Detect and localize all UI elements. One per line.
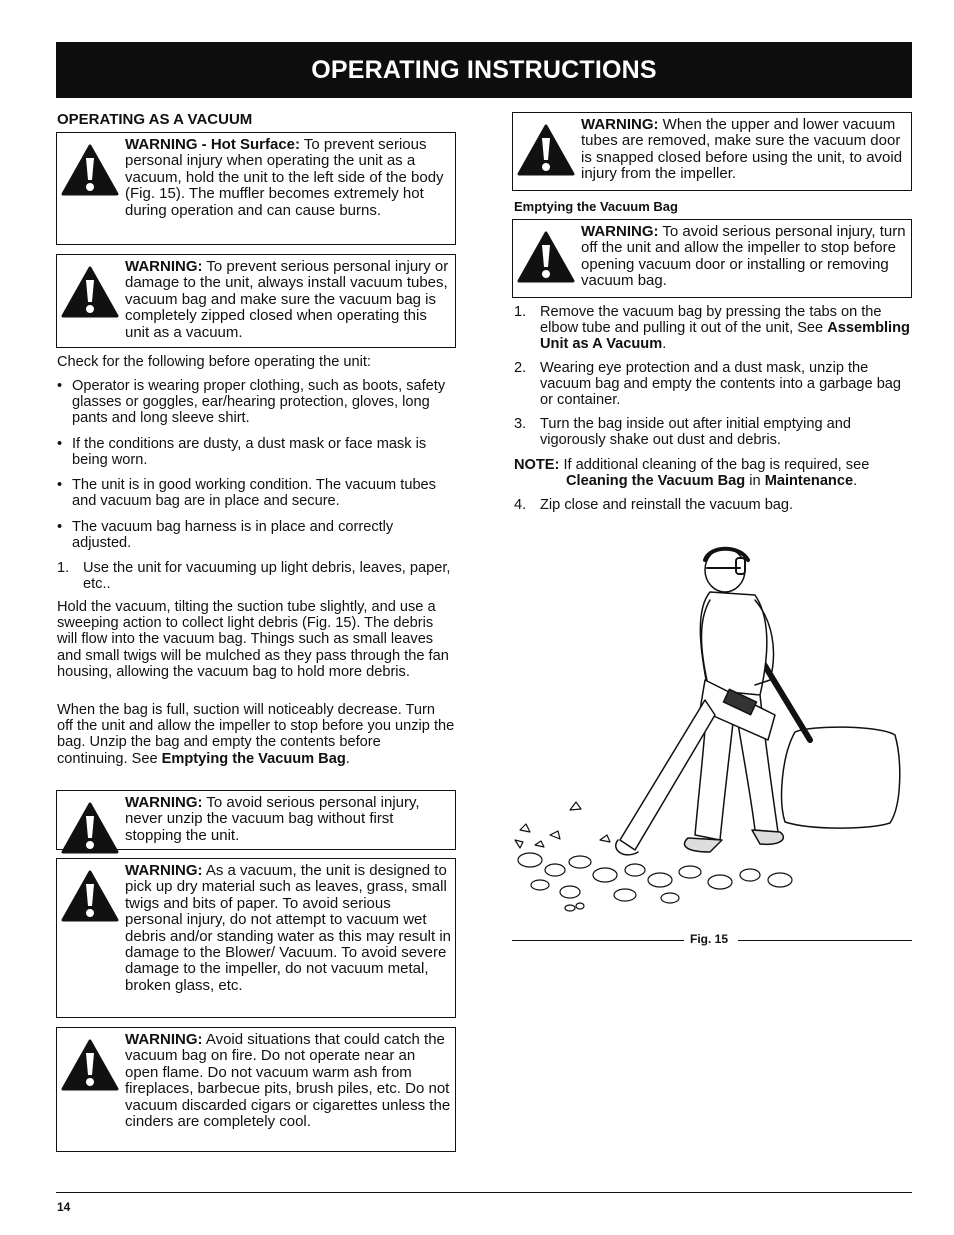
step-1-right: 1. Remove the vacuum bag by pressing the tabs on the elbow tube and pulling it out of the unit, See Assembling Unit as A Vacuum. [514,304,910,353]
warning-triangle-icon [61,1039,119,1091]
warning-triangle-icon [61,144,119,196]
warning-text: WARNING: When the upper and lower vacuum tubes are removed, make sure the vacuum door is snapped closed before using the unit, to avoid injury from the impeller. [581,116,903,183]
vacuum-operator-illustration [510,540,910,920]
warning-text: WARNING: To avoid serious personal injury, never unzip the vacuum bag without first stopping the unit. [125,794,420,844]
step-2-right: 2. Wearing eye protection and a dust mask, unzip the vacuum bag and empty the contents into a garbage bag or container. [514,360,902,409]
warning-text: WARNING - Hot Surface: To prevent serious personal injury when operating the unit as a vacuum, hold the unit to the left side of the body (Fig. 15). The muffler becomes extremely hot during operation and can cause burns. [125,136,444,219]
footer-rule [56,1192,912,1193]
warning-text: WARNING: To prevent serious personal injury or damage to the unit, always install vacuum tubes, vacuum bag and make sure the vacuum bag is completely zipped closed when operating this unit as a vacuum. [125,258,449,341]
figure-rule-right [738,940,912,941]
page-number: 14 [57,1200,71,1214]
list-item: • The vacuum bag harness is in place and correctly adjusted. [57,519,455,551]
subsection-title: Emptying the Vacuum Bag [514,199,678,214]
warning-box-fire [56,1027,456,1152]
list-item: • If the conditions are dusty, a dust mask or face mask is being worn. [57,436,455,468]
warning-triangle-icon [61,870,119,922]
warning-triangle-icon [61,266,119,318]
paragraph-bag-full: When the bag is full, suction will noticeably decrease. Turn off the unit and allow the impeller to stop before you unzip the bag. Unzip the bag and empty the contents before continuing. See Emptying the Vacuum Bag. [57,702,455,767]
page-title: OPERATING INSTRUCTIONS [311,55,657,84]
warning-text: WARNING: As a vacuum, the unit is designed to pick up dry material such as leaves, grass, small twigs and bits of paper. To avoid serious personal injury, do not attempt to vacuum wet debris and/or standing water as this may result in damage to the Blower/ Vacuum. To avoid severe damage to the impeller, do not vacuum metal, broken glass, etc. [125,862,451,994]
warning-box-empty-bag [512,219,912,298]
note: NOTE: If additional cleaning of the bag is required, see Cleaning the Vacuum Bag in Maintenance. [514,457,870,490]
warning-triangle-icon [517,124,575,176]
warning-box-tubes-removed [512,112,912,191]
warning-box-dry-material [56,858,456,1018]
step-1: 1. Use the unit for vacuuming up light debris, leaves, paper, etc.. [57,560,451,593]
step-4-right: 4. Zip close and reinstall the vacuum bag. [514,497,794,513]
step-3-right: 3. Turn the bag inside out after initial emptying and vigorously shake out dust and debris. [514,416,851,449]
paragraph-sweep: Hold the vacuum, tilting the suction tube slightly, and use a sweeping action to collect light debris (Fig. 15). The debris will flow into the vacuum bag. Things such as small leaves and small twigs will be mulched as they pass through the fan housing, allowing the vacuum bag to hold more debris. [57,599,449,680]
page-header [56,42,912,98]
warning-box-install-tubes [56,254,456,348]
warning-box-hot-surface [56,132,456,245]
list-item: • Operator is wearing proper clothing, such as boots, safety glasses or goggles, ear/hearing protection, gloves, long pants and long sleeve shirt. [57,378,455,427]
figure-caption: Fig. 15 [690,932,729,946]
warning-triangle-icon [517,231,575,283]
section-title: OPERATING AS A VACUUM [57,111,253,128]
warning-box-unzip [56,790,456,850]
warning-triangle-icon [61,802,119,854]
warning-text: WARNING: Avoid situations that could catch the vacuum bag on fire. Do not operate near an open flame. Do not vacuum warm ash from fireplaces, barbecue pits, brush piles, etc. Do not vacuum discarded cigars or cigarettes unless the cinders are completely cool. [125,1031,451,1131]
check-intro: Check for the following before operating the unit: [57,354,371,370]
figure-rule-left [512,940,684,941]
warning-text: WARNING: To avoid serious personal injury, turn off the unit and allow the impeller to stop before opening vacuum door or installing or removing vacuum bag. [581,223,906,290]
list-item: • The unit is in good working condition. The vacuum tubes and vacuum bag are in place and secure. [57,477,455,509]
